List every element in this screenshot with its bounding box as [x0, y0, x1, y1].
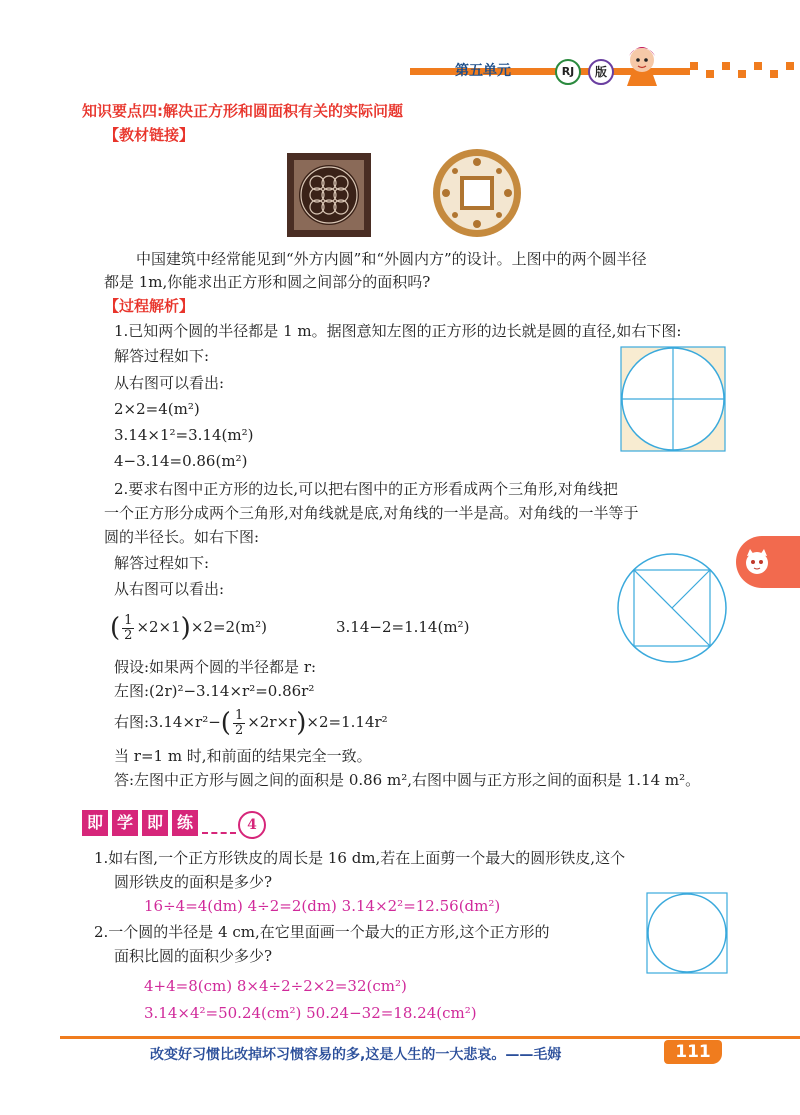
answer-1: 16÷4=4(dm) 4÷2=2(dm) 3.14×2²=12.56(dm²) — [144, 897, 501, 915]
question-2-line-2: 面积比圆的面积少多少? — [114, 947, 273, 965]
part2-eq2: 3.14−2=1.14(m²) — [336, 618, 470, 636]
part1-solution-label: 解答过程如下: — [114, 347, 210, 365]
practice-char-3: 即 — [142, 810, 168, 836]
side-tab — [736, 536, 800, 588]
practice-number: 4 — [238, 811, 266, 839]
part2-observe-label: 从右图可以看出: — [114, 580, 225, 598]
badge-ban: 版 — [588, 59, 614, 85]
part2-line-3: 圆的半径长。如右下图: — [104, 528, 260, 546]
practice-circle-diagram — [646, 892, 728, 974]
right-figure-equation: 右图:3.14×r²−( $\frac{1}{2}$ ×2r×r)×2=1.14r² — [114, 707, 388, 738]
question-1-line-1: 1.如右图,一个正方形铁皮的周长是 16 dm,若在上面剪一个最大的圆形铁皮,这个 — [94, 849, 626, 867]
part2-solution-label: 解答过程如下: — [114, 554, 210, 572]
badge-rj: RJ — [555, 59, 581, 85]
part1-eq2: 3.14×1²=3.14(m²) — [114, 426, 254, 444]
fox-mascot-icon — [742, 547, 772, 577]
footer-quote: 改变好习惯比改掉坏习惯容易的多,这是人生的一大悲哀。——毛姆 — [150, 1047, 562, 1063]
practice-dashes — [202, 832, 236, 834]
part2-line-1: 2.要求右图中正方形的边长,可以把右图中的正方形看成两个三角形,对角线把 — [114, 480, 618, 498]
answer-2-line-1: 4+4=8(cm) 8×4÷2÷2×2=32(cm²) — [144, 977, 407, 995]
intro-line-2: 都是 1m,你能求出正方形和圆之间部分的面积吗? — [104, 273, 431, 291]
part1-eq3: 4−3.14=0.86(m²) — [114, 452, 248, 470]
textbook-link-label: 【教材链接】 — [104, 126, 195, 144]
round-window-image — [432, 148, 522, 238]
header-stripe — [0, 40, 800, 90]
circle-in-square-diagram — [620, 346, 726, 452]
assumption-line: 假设:如果两个圆的半径都是 r: — [114, 658, 317, 676]
unit-label: 第五单元 — [455, 63, 511, 79]
section-title: 知识要点四:解决正方形和圆面积有关的实际问题 — [82, 102, 404, 120]
square-window-image — [287, 153, 371, 237]
practice-char-4: 练 — [172, 810, 198, 836]
intro-line-1: 中国建筑中经常能见到“外方内圆”和“外圆内方”的设计。上图中的两个圆半径 — [136, 250, 647, 268]
page-header — [0, 40, 800, 90]
question-1-line-2: 圆形铁皮的面积是多少? — [114, 873, 273, 891]
practice-banner — [82, 808, 272, 840]
practice-char-2: 学 — [112, 810, 138, 836]
square-in-circle-diagram — [616, 552, 728, 664]
part2-eq1: ( $\frac{1}{2}$ ×2×1)×2=2(m²) — [110, 612, 267, 643]
page-number: 111 — [664, 1040, 722, 1064]
part2-line-2: 一个正方形分成两个三角形,对角线就是底,对角线的一半是高。对角线的一半等于 — [104, 504, 639, 522]
left-figure-equation: 左图:(2r)²−3.14×r²=0.86r² — [114, 682, 315, 700]
answer-2-line-2: 3.14×4²=50.24(cm²) 50.24−32=18.24(cm²) — [144, 1004, 477, 1022]
process-label: 【过程解析】 — [104, 297, 195, 315]
consistency-note: 当 r=1 m 时,和前面的结果完全一致。 — [114, 747, 372, 765]
cartoon-girl-icon — [617, 40, 667, 88]
part1-observe-label: 从右图可以看出: — [114, 374, 225, 392]
answer-line: 答:左图中正方形与圆之间的面积是 0.86 m²,右图中圆与正方形之间的面积是 1.14 m²。 — [114, 771, 701, 789]
part1-statement: 1.已知两个圆的半径都是 1 m。据图意知左图的正方形的边长就是圆的直径,如右下图: — [114, 322, 682, 340]
question-2-line-1: 2.一个圆的半径是 4 cm,在它里面画一个最大的正方形,这个正方形的 — [94, 923, 550, 941]
fraction-half: $\frac{1}{2}$ — [124, 612, 133, 643]
part1-eq1: 2×2=4(m²) — [114, 400, 200, 418]
practice-char-1: 即 — [82, 810, 108, 836]
footer-rule — [60, 1036, 800, 1039]
